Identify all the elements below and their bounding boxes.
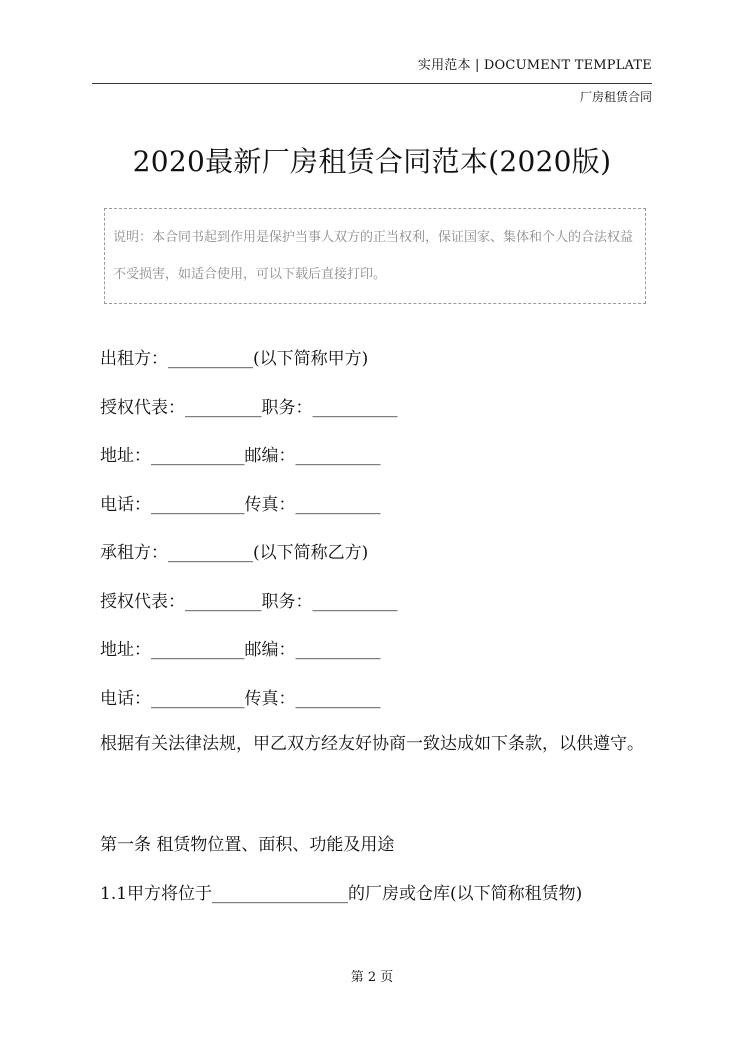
article-1-clause-1: 1.1甲方将位于________________的厂房或仓库(以下简称租赁物) [100, 884, 583, 904]
page-number: 第 2 页 [350, 970, 394, 985]
article-1-heading: 第一条 租赁物位置、面积、功能及用途 [100, 835, 395, 855]
lessor-address-line: 地址：___________邮编：__________ [100, 446, 381, 466]
note-text: 说明：本合同书起到作用是保护当事人双方的正当权利，保证国家、集体和个人的合法权益不受损害，如适合使用，可以下载后直接打印。 [113, 230, 634, 282]
lessee-address-line: 地址：___________邮编：__________ [100, 640, 381, 660]
lessor-phone-line: 电话：___________传真：__________ [100, 495, 381, 515]
document-title: 2020最新厂房租赁合同范本(2020版) [132, 145, 612, 178]
lessee-representative-line: 授权代表：_________职务：__________ [100, 592, 398, 612]
preamble-paragraph: 根据有关法律法规，甲乙双方经友好协商一致达成如下条款，以供遵守。 [100, 734, 644, 754]
note-box [104, 208, 646, 304]
lessee-phone-line: 电话：___________传真：__________ [100, 689, 381, 709]
lessor-representative-line: 授权代表：_________职务：__________ [100, 398, 398, 418]
lessee-line: 承租方：__________(以下简称乙方) [100, 543, 369, 563]
header-subtitle: 厂房租赁合同 [579, 90, 652, 104]
header-divider [92, 83, 652, 84]
lessor-line: 出租方：__________(以下简称甲方) [100, 349, 369, 369]
header-template-label: 实用范本 | DOCUMENT TEMPLATE [417, 58, 652, 73]
